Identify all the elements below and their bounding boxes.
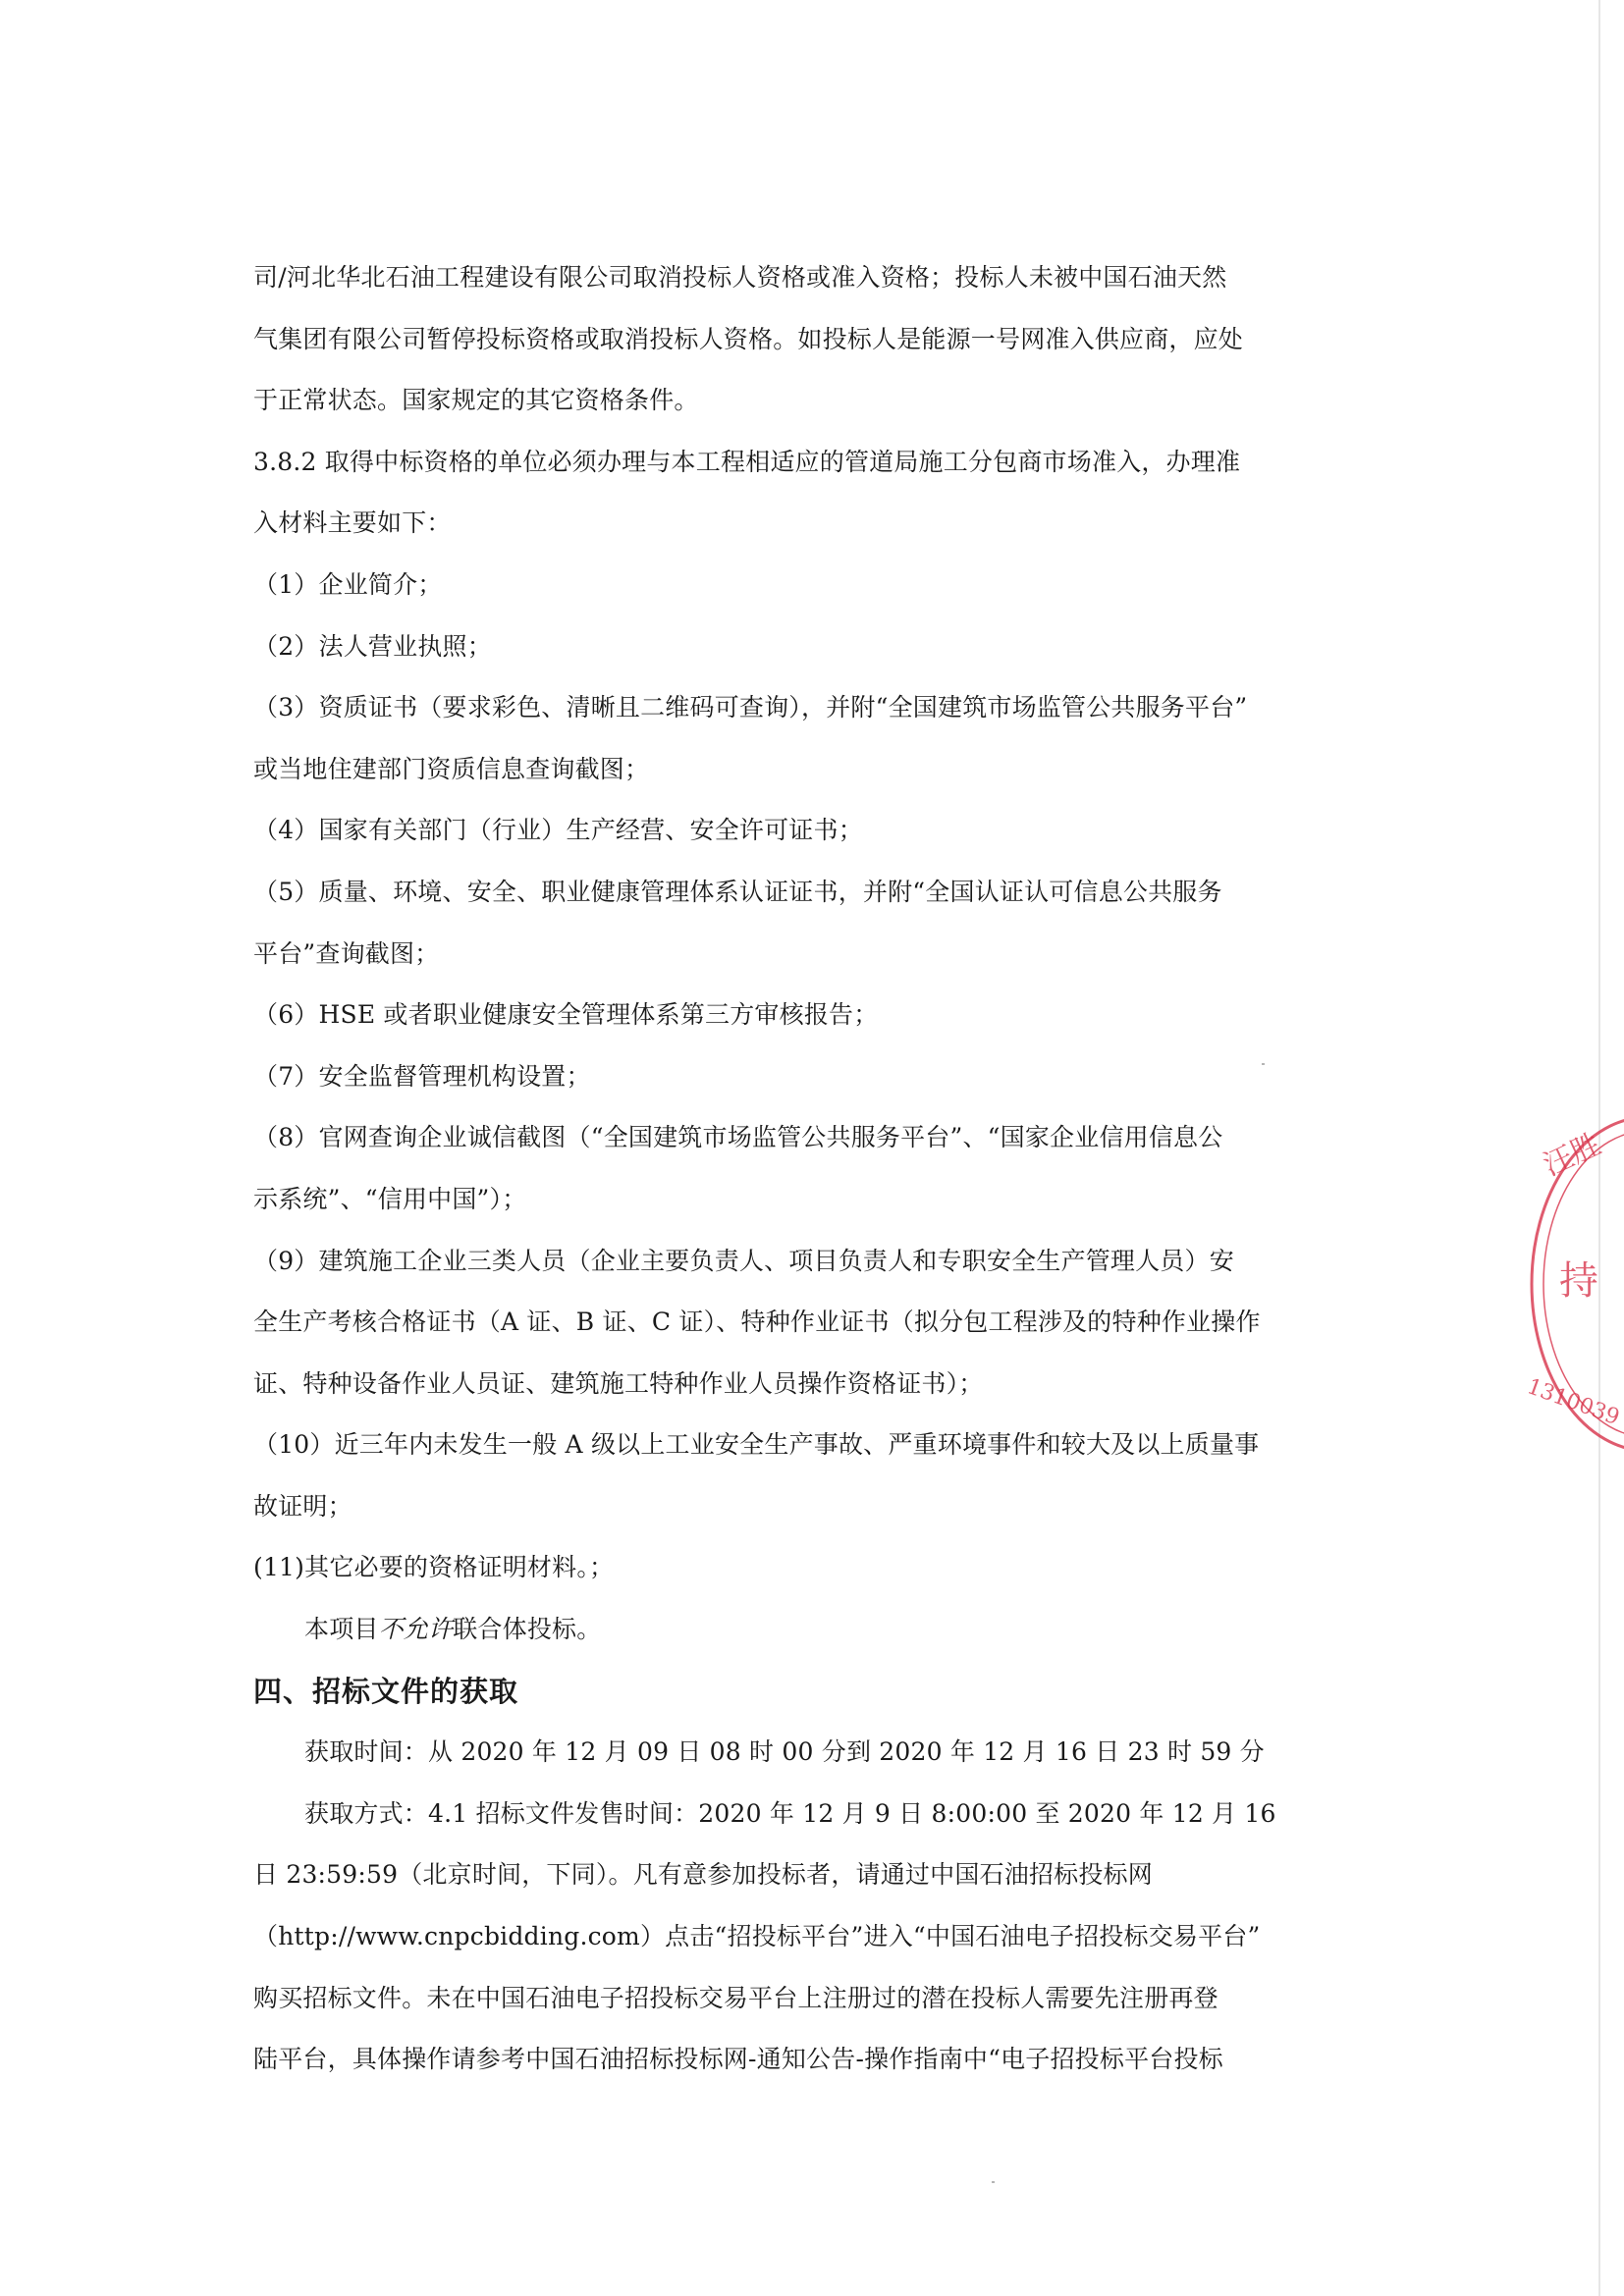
red-seal-stamp	[1520, 1107, 1624, 1461]
text-line: （9）建筑施工企业三类人员（企业主要负责人、项目负责人和专职安全生产管理人员）安	[253, 1246, 1234, 1275]
text-line: （10）近三年内未发生一般 A 级以上工业安全生产事故、严重环境事件和较大及以上质量事	[253, 1430, 1260, 1460]
scan-speck	[1262, 1063, 1265, 1065]
consortium-note	[253, 1599, 1343, 1661]
text-line: 全生产考核合格证书（A 证、B 证、C 证）、特种作业证书（拟分包工程涉及的特种作业操作	[253, 1308, 1261, 1337]
text-line: （2）法人营业执照；	[253, 631, 492, 661]
consortium-suffix: 联合体投标。	[453, 1615, 602, 1644]
text-line: （http://www.cnpcbidding.com）点击“招投标平台”进入“中国石油电子招投标交易平台”	[253, 1922, 1261, 1951]
text-line: 故证明；	[253, 1491, 352, 1521]
text-line: （5）质量、环境、安全、职业健康管理体系认证证书，并附“全国认证认可信息公共服务	[253, 877, 1222, 906]
text-line: 平台”查询截图；	[253, 938, 440, 968]
text-line: 证、特种设备作业人员证、建筑施工特种作业人员操作资格证书）；	[253, 1368, 984, 1398]
text-line: 购买招标文件。未在中国石油电子招投标交易平台上注册过的潜在投标人需要先注册再登	[253, 1983, 1218, 2012]
text-line: 入材料主要如下：	[253, 508, 452, 538]
scan-speck	[992, 2181, 995, 2183]
text-line: （1）企业简介；	[253, 569, 443, 599]
text-line: 日 23:59:59（北京时间，下同）。凡有意参加投标者，请通过中国石油招标投标网	[253, 1860, 1153, 1890]
text-line: 获取方式：4.1 招标文件发售时间：2020 年 12 月 9 日 8:00:00 至 2020 年 12 月 16	[304, 1798, 1276, 1828]
text-line: （6）HSE 或者职业健康安全管理体系第三方审核报告；	[253, 1000, 879, 1030]
seal-text-top: 汪胜	[1538, 1127, 1606, 1184]
qualification-lines	[253, 247, 1343, 1599]
text-line: (11)其它必要的资格证明材料。；	[253, 1553, 615, 1582]
seal-text-code: 1310039	[1523, 1374, 1623, 1431]
text-line: 气集团有限公司暂停投标资格或取消投标人资格。如投标人是能源一号网准入供应商，应处	[253, 324, 1244, 353]
consortium-emphasis: 不允许	[378, 1615, 454, 1644]
text-line: 陆平台，具体操作请参考中国石油招标投标网-通知公告-操作指南中“电子招投标平台投标	[253, 2045, 1223, 2074]
seal-text-middle: 持	[1559, 1258, 1598, 1304]
document-body	[253, 247, 1343, 2091]
section-heading: 四、招标文件的获取	[253, 1674, 519, 1708]
text-line: 司/河北华北石油工程建设有限公司取消投标人资格或准入资格；投标人未被中国石油天然	[253, 263, 1227, 292]
section-4-lines	[253, 1722, 1343, 2091]
text-line: 于正常状态。国家规定的其它资格条件。	[253, 386, 699, 415]
consortium-prefix: 本项目	[304, 1615, 379, 1644]
text-line: （4）国家有关部门（行业）生产经营、安全许可证书；	[253, 816, 863, 845]
text-line: （8）官网查询企业诚信截图（“全国建筑市场监管公共服务平台”、“国家企业信用信息公	[253, 1123, 1223, 1152]
text-line: （3）资质证书（要求彩色、清晰且二维码可查询），并附“全国建筑市场监管公共服务平台”	[253, 693, 1248, 722]
text-line: 示系统”、“信用中国”）；	[253, 1184, 527, 1213]
text-line: 获取时间：从 2020 年 12 月 09 日 08 时 00 分到 2020 年 12 月 16 日 23 时 59 分	[304, 1737, 1265, 1767]
text-line: 或当地住建部门资质信息查询截图；	[253, 754, 650, 783]
text-line: 3.8.2 取得中标资格的单位必须办理与本工程相适应的管道局施工分包商市场准入，办理准	[253, 447, 1241, 476]
text-line: （7）安全监督管理机构设置；	[253, 1061, 591, 1091]
